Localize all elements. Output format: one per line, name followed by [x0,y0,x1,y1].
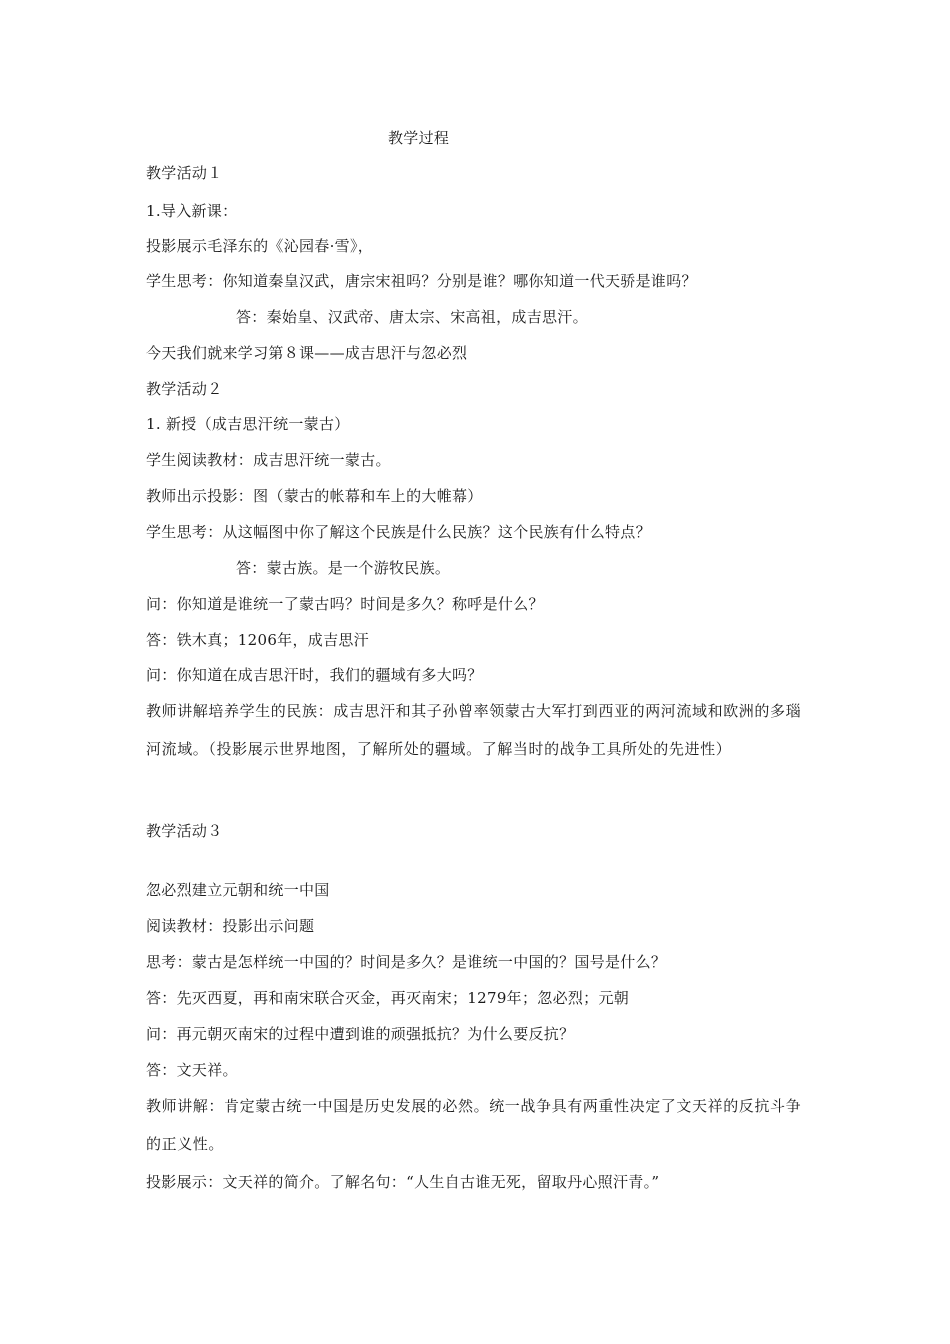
activity-heading-2: 教学活动２ [146,380,223,398]
paragraph-line: 问：再元朝灭南宋的过程中遭到谁的顽强抵抗？为什么要反抗？ [146,1025,575,1043]
paragraph-line: 思考：蒙古是怎样统一中国的？时间是多久？是谁统一中国的？国号是什么？ [146,953,667,971]
paragraph-line: 教师出示投影：图（蒙古的帐幕和车上的大帷幕） [146,487,483,505]
paragraph-multiline: 教师讲解：肯定蒙古统一中国是历史发展的必然。统一战争具有两重性决定了文天祥的反抗斗争的正义性。 [146,1097,802,1153]
paragraph-multiline: 教师讲解培养学生的民族：成吉思汗和其子孙曾率领蒙古大军打到西亚的两河流域和欧洲的多瑙河流域。（投影展示世界地图，了解所处的疆域。了解当时的战争工具所处的先进性） [146,702,802,758]
paragraph-line: 学生思考：从这幅图中你了解这个民族是什么民族？这个民族有什么特点？ [146,523,651,541]
paragraph-line: 1. 新授（成吉思汗统一蒙古） [146,415,350,433]
paragraph-line: 阅读教材：投影出示问题 [146,917,315,935]
page-title: 教学过程 [388,129,450,147]
paragraph-line: 投影展示：文天祥的简介。了解名句：“人生自古谁无死，留取丹心照汗青。” [146,1173,660,1191]
paragraph-line: 问：你知道是谁统一了蒙古吗？时间是多久？称呼是什么？ [146,595,544,613]
answer-line: 答：秦始皇、汉武帝、唐太宗、宋高祖，成吉思汗。 [236,308,588,326]
paragraph-line: 答：文天祥。 [146,1061,238,1079]
paragraph-line: 答：先灭西夏，再和南宋联合灭金，再灭南宋；1279年；忽必烈；元朝 [146,989,630,1007]
paragraph-line: 问：你知道在成吉思汗时，我们的疆域有多大吗？ [146,666,483,684]
activity-heading-3: 教学活动３ [146,822,223,840]
paragraph-line: 学生阅读教材：成吉思汗统一蒙古。 [146,451,391,469]
paragraph-line: 1.导入新课： [146,202,238,220]
paragraph-line: 答：铁木真；1206年，成吉思汗 [146,631,369,649]
section-heading: 忽必烈建立元朝和统一中国 [146,881,330,899]
answer-line: 答：蒙古族。是一个游牧民族。 [236,559,451,577]
paragraph-line: 学生思考：你知道秦皇汉武，唐宗宋祖吗？分别是谁？哪你知道一代天骄是谁吗？ [146,272,697,290]
paragraph-line: 投影展示毛泽东的《沁园春·雪》， [146,237,374,255]
activity-heading-1: 教学活动１ [146,164,223,182]
paragraph-line: 今天我们就来学习第８课——成吉思汗与忽必烈 [146,344,468,362]
